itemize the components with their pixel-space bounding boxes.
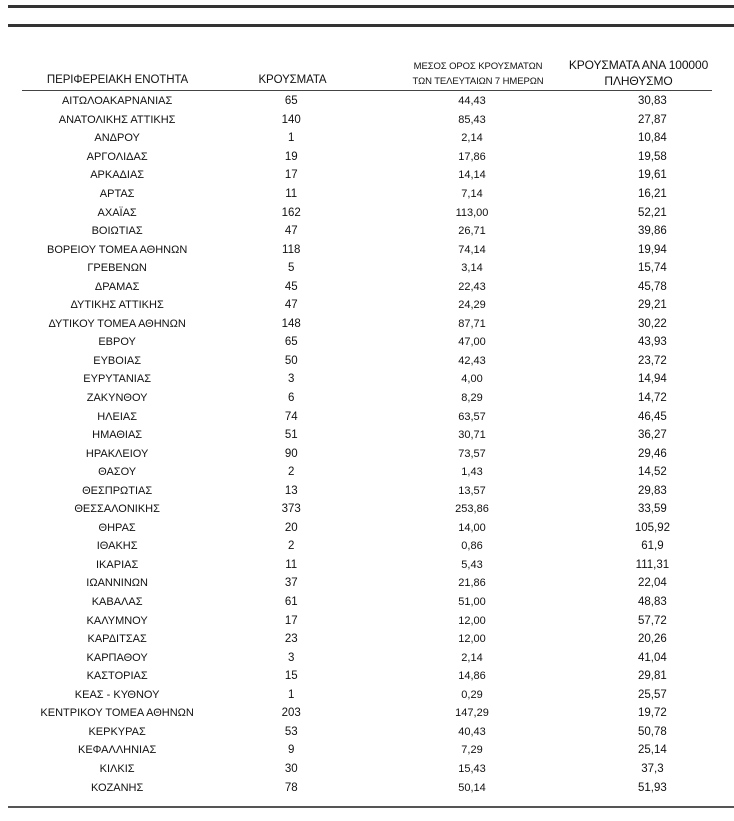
cases-table-body [15,92,734,797]
cases-cell: 15 [284,670,298,683]
per-100k-cell: 30,83 [638,95,667,108]
per-100k-cell: 37,3 [641,762,664,775]
cases-cell: 2 [288,540,295,553]
region-cell: ΚΟΖΑΝΗΣ [90,781,144,794]
avg-7-days-cell: 8,29 [461,392,483,405]
avg-7-days-cell: 0,86 [461,540,483,553]
table-row [15,537,734,556]
table-row [15,129,734,148]
avg-7-days-cell: 87,71 [458,317,486,330]
table-row [15,389,734,408]
table-row [15,166,734,185]
table-row [15,92,734,111]
cases-cell: 20 [284,521,298,534]
region-cell: ΑΧΑΪΑΣ [97,206,137,219]
per-100k-cell: 105,92 [634,521,670,534]
avg-7-days-cell: 1,43 [461,466,483,479]
per-100k-cell: 29,83 [638,484,667,497]
cases-cell: 74 [284,410,298,423]
region-cell: ΕΒΡΟΥ [98,336,136,349]
per-100k-cell: 50,78 [638,725,667,738]
per-100k-cell: 10,84 [638,132,667,145]
per-100k-cell: 61,9 [641,540,664,553]
region-cell: ΚΑΡΔΙΤΣΑΣ [87,633,147,646]
avg-7-days-cell: 26,71 [458,225,486,238]
per-100k-cell: 29,21 [638,299,667,312]
cases-cell: 45 [284,280,298,293]
region-cell: ΒΟΙΩΤΙΑΣ [91,225,143,238]
table-row [15,407,734,426]
cases-cell: 1 [288,132,295,145]
avg-7-days-cell: 50,14 [458,781,486,794]
avg-7-days-cell: 17,86 [458,150,486,163]
region-cell: ΚΑΛΥΜΝΟΥ [86,614,148,627]
per-100k-cell: 39,86 [638,225,667,238]
table-row [15,556,734,575]
avg-7-days-cell: 40,43 [458,725,486,738]
table-row [15,593,734,612]
cases-cell: 9 [288,744,295,757]
avg-7-days-cell: 147,29 [455,707,489,720]
per-100k-cell: 111,31 [635,558,670,571]
cases-cell: 11 [285,188,298,200]
cases-cell: 162 [281,206,301,219]
table-row [15,481,734,500]
table-row [15,370,734,389]
avg-7-days-cell: 51,00 [458,596,486,609]
cases-cell: 11 [285,558,298,571]
region-cell: ΙΩΑΝΝΙΝΩΝ [86,577,148,590]
region-cell: ΚΕΑΣ - ΚΥΘΝΟΥ [74,688,160,701]
table-row [15,277,734,296]
region-cell: ΔΡΑΜΑΣ [94,280,140,293]
avg-7-days-cell: 4,00 [461,373,483,386]
cases-cell: 3 [288,373,295,386]
avg-7-days-cell: 12,00 [458,614,486,627]
header-avg-line2: ΤΩΝ ΤΕΛΕΥΤΑΙΩΝ 7 ΗΜΕΡΩΝ [412,76,544,87]
region-cell: ΔΥΤΙΚΗΣ ΑΤΤΙΚΗΣ [70,299,164,312]
per-100k-cell: 25,14 [638,744,667,757]
header-avg-line1: ΜΕΣΟΣ ΟΡΟΣ ΚΡΟΥΣΜΑΤΩΝ [413,61,543,72]
cases-cell: 47 [284,299,298,312]
avg-7-days-cell: 44,43 [458,95,486,108]
cases-cell: 78 [284,781,298,794]
cases-cell: 19 [284,150,298,163]
cases-cell: 90 [284,447,298,460]
table-row [15,519,734,538]
region-cell: ΕΥΡΥΤΑΝΙΑΣ [83,373,151,386]
table-row [15,222,734,241]
cases-cell: 13 [284,484,298,497]
region-cell: ΚΑΣΤΟΡΙΑΣ [86,670,148,683]
region-cell: ΑΡΤΑΣ [99,188,135,200]
per-100k-cell: 48,83 [638,596,667,609]
per-100k-cell: 19,58 [638,150,667,163]
region-cell: ΚΕΦΑΛΛΗΝΙΑΣ [78,744,157,757]
cases-cell: 65 [284,336,298,349]
region-cell: ΚΑΒΑΛΑΣ [91,596,143,609]
per-100k-cell: 29,46 [638,447,667,460]
table-row [15,463,734,482]
avg-7-days-cell: 73,57 [458,447,486,460]
per-100k-cell: 14,52 [638,466,667,479]
table-row [15,704,734,723]
region-cell: ΚΕΝΤΡΙΚΟΥ ΤΟΜΕΑ ΑΘΗΝΩΝ [40,707,194,720]
region-cell: ΙΚΑΡΙΑΣ [96,558,139,571]
per-100k-cell: 15,74 [638,262,667,275]
region-cell: ΒΟΡΕΙΟΥ ΤΟΜΕΑ ΑΘΗΝΩΝ [46,243,188,256]
cases-cell: 6 [288,392,295,405]
cases-cell: 17 [284,614,298,627]
avg-7-days-cell: 3,14 [461,262,483,275]
region-cell: ΘΕΣΠΡΩΤΙΑΣ [82,484,153,497]
region-cell: ΑΝΔΡΟΥ [94,132,140,145]
avg-7-days-cell: 14,86 [458,670,486,683]
avg-7-days-cell: 5,43 [461,558,483,571]
per-100k-cell: 36,27 [638,429,667,442]
table-row [15,741,734,760]
per-100k-cell: 19,61 [638,169,667,182]
avg-7-days-cell: 7,29 [461,744,483,757]
per-100k-cell: 33,59 [638,503,667,516]
header-underline [22,90,712,91]
table-row [15,630,734,649]
table-row [15,148,734,167]
table-row [15,723,734,742]
per-100k-cell: 46,45 [638,410,667,423]
cases-cell: 23 [284,633,298,646]
per-100k-cell: 29,81 [638,670,667,683]
bottom-rule [8,806,734,808]
region-cell: ΕΥΒΟΙΑΣ [93,354,142,367]
table-row [15,648,734,667]
table-row [15,185,734,204]
table-row [15,333,734,352]
avg-7-days-cell: 42,43 [458,354,486,367]
table-row [15,352,734,371]
region-cell: ΑΝΑΤΟΛΙΚΗΣ ΑΤΤΙΚΗΣ [58,113,176,126]
table-row [15,315,734,334]
avg-7-days-cell: 85,43 [458,113,486,126]
region-cell: ΔΥΤΙΚΟΥ ΤΟΜΕΑ ΑΘΗΝΩΝ [48,317,186,330]
avg-7-days-cell: 30,71 [458,429,486,442]
table-row [15,778,734,797]
avg-7-days-cell: 24,29 [458,299,486,312]
header-avg-7-days [378,59,578,89]
per-100k-cell: 14,94 [638,373,667,386]
avg-7-days-cell: 113,00 [455,206,489,219]
region-cell: ΗΜΑΘΙΑΣ [92,429,143,442]
header-cases: ΚΡΟΥΣΜΑΤΑ [258,74,327,86]
region-cell: ΘΗΡΑΣ [98,521,136,534]
region-cell: ΓΡΕΒΕΝΩΝ [87,262,147,275]
region-cell: ΖΑΚΥΝΘΟΥ [86,392,148,405]
region-cell: ΚΕΡΚΥΡΑΣ [88,725,146,738]
region-cell: ΙΘΑΚΗΣ [96,540,138,553]
region-cell: ΑΡΚΑΔΙΑΣ [90,169,145,182]
avg-7-days-cell: 2,14 [461,651,483,664]
top-rule [8,5,734,8]
per-100k-cell: 43,93 [638,336,667,349]
avg-7-days-cell: 22,43 [458,280,486,293]
table-row [15,203,734,222]
per-100k-cell: 25,57 [638,688,667,701]
per-100k-cell: 22,04 [638,577,667,590]
avg-7-days-cell: 2,14 [461,132,483,145]
cases-cell: 50 [284,354,298,367]
cases-cell: 37 [284,577,298,590]
table-row [15,574,734,593]
per-100k-cell: 30,22 [638,317,667,330]
avg-7-days-cell: 21,86 [458,577,486,590]
per-100k-cell: 41,04 [638,651,667,664]
cases-table [15,92,734,797]
cases-cell: 51 [284,429,298,442]
header-per100k-line2: ΠΛΗΘΥΣΜΟ [604,74,673,88]
cases-cell: 65 [284,95,298,108]
avg-7-days-cell: 253,86 [455,503,489,516]
header-per100k-line1: ΚΡΟΥΣΜΑΤΑ ΑΝΑ 100000 [568,58,709,72]
avg-7-days-cell: 74,14 [458,243,486,256]
region-cell: ΗΛΕΙΑΣ [97,410,138,423]
avg-7-days-cell: 47,00 [458,336,486,349]
cases-cell: 61 [284,596,298,609]
per-100k-cell: 27,87 [638,113,667,126]
cases-cell: 2 [288,466,295,479]
per-100k-cell: 52,21 [638,206,667,219]
table-row [15,259,734,278]
top-rule-secondary [8,24,734,27]
per-100k-cell: 19,94 [638,243,667,256]
region-cell: ΘΕΣΣΑΛΟΝΙΚΗΣ [74,503,160,516]
table-row [15,426,734,445]
per-100k-cell: 20,26 [638,633,667,646]
cases-cell: 1 [288,688,295,701]
per-100k-cell: 57,72 [638,614,667,627]
region-cell: ΘΑΣΟΥ [98,466,137,479]
cases-cell: 140 [281,113,301,126]
avg-7-days-cell: 0,29 [461,688,483,701]
region-cell: ΚΑΡΠΑΘΟΥ [86,651,148,664]
header-region: ΠΕΡΙΦΕΡΕΙΑΚΗ ΕΝΟΤΗΤΑ [46,74,189,86]
avg-7-days-cell: 14,14 [458,169,486,182]
table-row [15,240,734,259]
cases-cell: 203 [281,707,301,720]
per-100k-cell: 51,93 [638,781,667,794]
table-row [15,611,734,630]
table-row [15,111,734,130]
table-row [15,296,734,315]
avg-7-days-cell: 7,14 [461,188,483,200]
table-row [15,667,734,686]
table-row [15,686,734,705]
per-100k-cell: 19,72 [638,707,667,720]
avg-7-days-cell: 14,00 [458,521,486,534]
cases-cell: 47 [284,225,298,238]
cases-cell: 53 [284,725,298,738]
per-100k-cell: 23,72 [638,354,667,367]
cases-cell: 17 [284,169,298,182]
table-row [15,444,734,463]
per-100k-cell: 14,72 [638,392,667,405]
per-100k-cell: 45,78 [638,280,667,293]
avg-7-days-cell: 15,43 [458,762,486,775]
cases-cell: 118 [282,243,301,256]
table-row [15,760,734,779]
header-cases-per-100k [556,57,721,89]
region-cell: ΗΡΑΚΛΕΙΟΥ [85,447,149,460]
avg-7-days-cell: 63,57 [458,410,486,423]
region-cell: ΑΙΤΩΛΟΑΚΑΡΝΑΝΙΑΣ [61,95,173,108]
table-row [15,500,734,519]
avg-7-days-cell: 13,57 [458,484,486,497]
cases-cell: 3 [288,651,295,664]
avg-7-days-cell: 12,00 [458,633,486,646]
cases-cell: 373 [281,503,301,516]
cases-cell: 148 [281,317,301,330]
region-cell: ΑΡΓΟΛΙΔΑΣ [86,150,148,163]
cases-cell: 5 [288,262,295,275]
cases-cell: 30 [284,762,298,775]
per-100k-cell: 16,21 [638,188,667,200]
region-cell: ΚΙΛΚΙΣ [99,762,135,775]
